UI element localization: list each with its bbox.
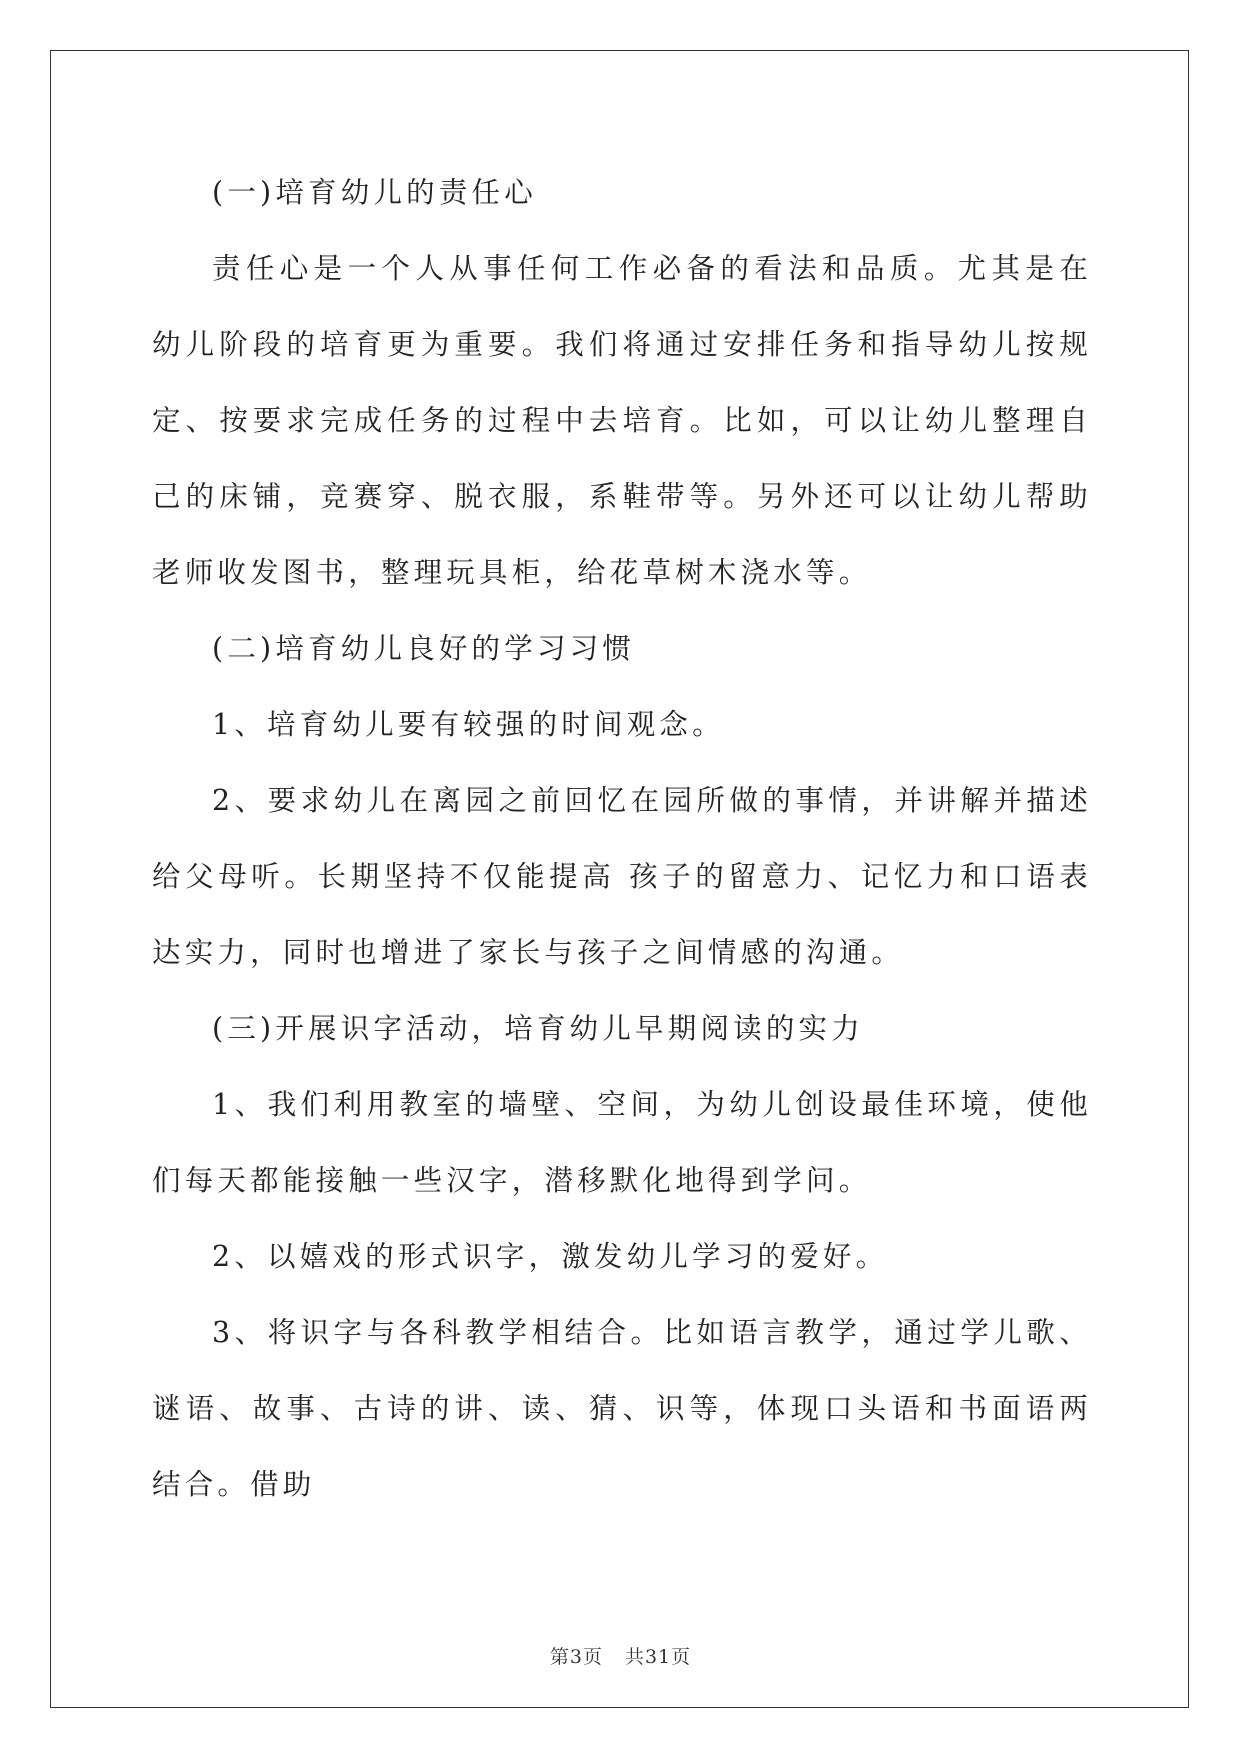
document-body <box>152 155 1092 1523</box>
paragraph: 责任心是一个人从事任何工作必备的看法和品质。尤其是在幼儿阶段的培育更为重要。我们将通过安排任务和指导幼儿按规定、按要求完成任务的过程中去培育。比如，可以让幼儿整理自己的床铺，竞赛穿、脱衣服，系鞋带等。另外还可以让幼儿帮助老师收发图书，整理玩具柜，给花草树木浇水等。 <box>152 252 1092 589</box>
list-item: 3、将识字与各科教学相结合。比如语言教学，通过学儿歌、谜语、故事、古诗的讲、读、猜、识等，体现口头语和书面语两结合。借助 <box>152 1316 1092 1501</box>
list-item: 2、要求幼儿在离园之前回忆在园所做的事情，并讲解并描述给父母听。长期坚持不仅能提高 孩子的留意力、记忆力和口语表达实力，同时也增进了家长与孩子之间情感的沟通。 <box>152 784 1092 969</box>
section-heading-2: (二)培育幼儿良好的学习习惯 <box>212 632 636 665</box>
list-item: 1、我们利用教室的墙壁、空间，为幼儿创设最佳环境，使他们每天都能接触一些汉字，潜移默化地得到学问。 <box>152 1088 1092 1197</box>
list-item: 1、培育幼儿要有较强的时间观念。 <box>212 708 725 741</box>
list-item: 2、以嬉戏的形式识字，激发幼儿学习的爱好。 <box>212 1240 889 1273</box>
page-total: 共31页 <box>624 1646 692 1668</box>
page-number: 第3页 <box>549 1646 603 1668</box>
section-heading-3: (三)开展识字活动，培育幼儿早期阅读的实力 <box>212 1012 864 1045</box>
section-heading-1: (一)培育幼儿的责任心 <box>212 176 537 209</box>
page-footer <box>0 1642 1241 1669</box>
